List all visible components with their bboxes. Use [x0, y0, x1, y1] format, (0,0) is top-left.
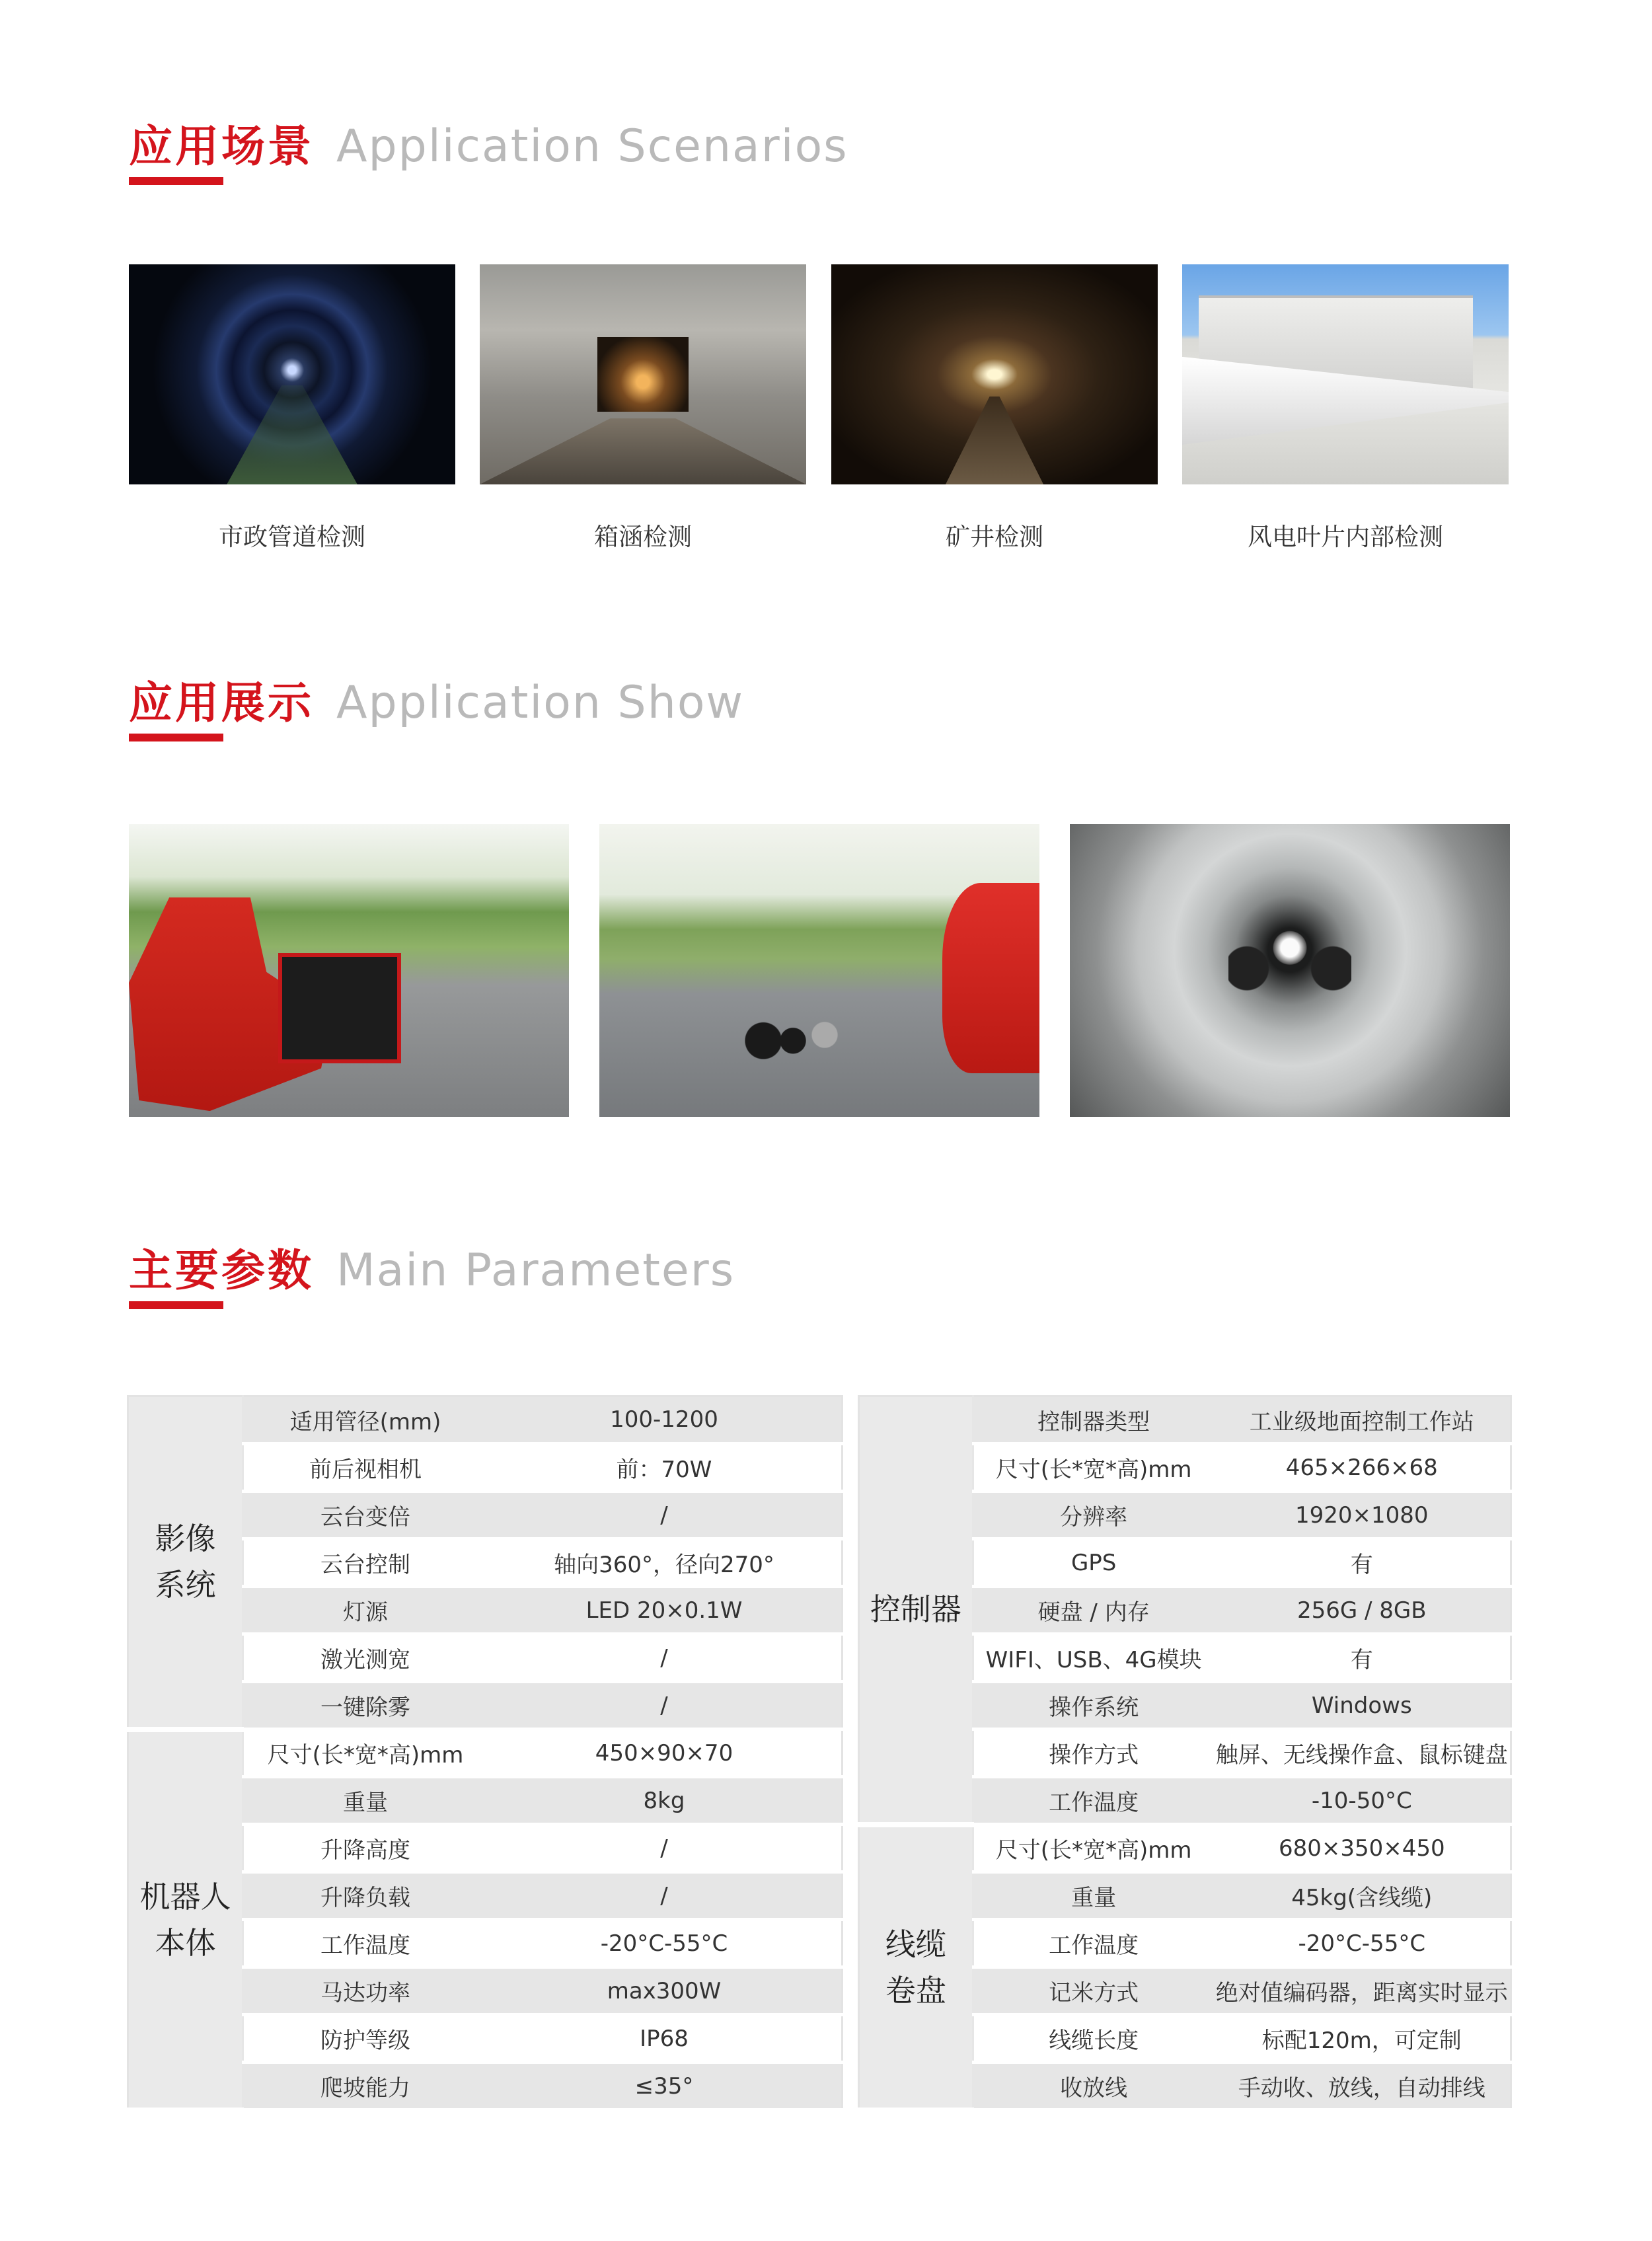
param-name: 记米方式: [973, 1967, 1213, 2015]
param-value: 45kg(含线缆): [1214, 1872, 1511, 1920]
param-name: 适用管径(mm): [243, 1396, 487, 1444]
param-name: 重量: [243, 1777, 487, 1825]
param-value: 100-1200: [487, 1396, 843, 1444]
title-underline: [129, 1301, 223, 1309]
param-value: /: [487, 1825, 843, 1872]
param-name: 工作温度: [973, 1920, 1213, 1967]
param-value: 680×350×450: [1214, 1825, 1511, 1872]
table-row: [128, 1396, 843, 1444]
param-value: 标配120m，可定制: [1214, 2015, 1511, 2063]
section-title-cn: 应用展示: [129, 677, 314, 728]
param-name: 控制器类型: [973, 1396, 1213, 1444]
param-name: 分辨率: [973, 1492, 1213, 1539]
scenario-caption: 矿井检测: [946, 523, 1043, 551]
param-value: 1920×1080: [1214, 1492, 1511, 1539]
param-value: 有: [1214, 1634, 1511, 1682]
group-label-text: 线缆 卷盘: [885, 1926, 946, 2008]
param-value: 触屏、无线操作盒、鼠标键盘: [1214, 1729, 1511, 1777]
param-value: 256G / 8GB: [1214, 1587, 1511, 1634]
param-value: max300W: [487, 1967, 843, 2015]
param-value: 轴向360°，径向270°: [487, 1539, 843, 1587]
param-value: 绝对值编码器，距离实时显示: [1214, 1967, 1511, 2015]
param-value: /: [487, 1872, 843, 1920]
param-name: 激光测宽: [243, 1634, 487, 1682]
param-name: 云台变倍: [243, 1492, 487, 1539]
param-name: 防护等级: [243, 2015, 487, 2063]
show-image-robot-in-pipe: [1070, 824, 1510, 1117]
param-name: 一键除雾: [243, 1682, 487, 1729]
param-name: 升降高度: [243, 1825, 487, 1872]
param-value: 手动收、放线，自动排线: [1214, 2063, 1511, 2110]
param-value: /: [487, 1492, 843, 1539]
param-name: 云台控制: [243, 1539, 487, 1587]
group-label-text: 影像 系统: [155, 1521, 216, 1603]
section-title-params: [129, 1235, 735, 1308]
param-name: 尺寸(长*宽*高)mm: [243, 1729, 487, 1777]
section-title-cn: 主要参数: [129, 1245, 314, 1296]
param-name: 线缆长度: [973, 2015, 1213, 2063]
scenario-caption: 风电叶片内部检测: [1248, 523, 1443, 551]
section-title-scenarios: [129, 111, 848, 184]
param-value: 前：70W: [487, 1444, 843, 1492]
param-name: 工作温度: [973, 1777, 1213, 1825]
param-name: 升降负载: [243, 1872, 487, 1920]
param-name: 马达功率: [243, 1967, 487, 2015]
param-value: IP68: [487, 2015, 843, 2063]
param-name: 操作方式: [973, 1729, 1213, 1777]
group-label-cable-reel: [859, 1825, 973, 2110]
table-row: [859, 1825, 1511, 1872]
section-title-en: Application Scenarios: [336, 120, 848, 172]
param-value: -10-50°C: [1214, 1777, 1511, 1825]
group-label-robot-body: [128, 1729, 243, 2110]
param-value: /: [487, 1682, 843, 1729]
params-table-left: [127, 1395, 843, 2113]
param-name: 爬坡能力: [243, 2063, 487, 2110]
param-value: LED 20×0.1W: [487, 1587, 843, 1634]
params-table-right: [858, 1395, 1512, 2113]
scenario-image-mine: [831, 264, 1158, 484]
title-underline: [129, 177, 223, 185]
section-title-en: Main Parameters: [336, 1244, 735, 1297]
scenario-image-municipal-pipe: [129, 264, 455, 484]
param-value: Windows: [1214, 1682, 1511, 1729]
section-title-show: [129, 667, 744, 740]
table-row: [859, 1396, 1511, 1444]
param-name: 硬盘 / 内存: [973, 1587, 1213, 1634]
scenario-image-box-culvert: [480, 264, 806, 484]
param-value: 465×266×68: [1214, 1444, 1511, 1492]
param-name: GPS: [973, 1539, 1213, 1587]
show-image-operator-field: [129, 824, 569, 1117]
show-image-robot-manhole: [599, 824, 1039, 1117]
group-label-controller: [859, 1396, 973, 1825]
param-name: 尺寸(长*宽*高)mm: [973, 1444, 1213, 1492]
param-name: 前后视相机: [243, 1444, 487, 1492]
section-title-en: Application Show: [336, 677, 745, 729]
group-label-text: 机器人 本体: [139, 1878, 231, 1961]
param-value: -20°C-55°C: [487, 1920, 843, 1967]
param-name: 灯源: [243, 1587, 487, 1634]
param-name: 尺寸(长*宽*高)mm: [973, 1825, 1213, 1872]
param-value: /: [487, 1634, 843, 1682]
param-value: -20°C-55°C: [1214, 1920, 1511, 1967]
param-name: 重量: [973, 1872, 1213, 1920]
param-value: ≤35°: [487, 2063, 843, 2110]
param-value: 有: [1214, 1539, 1511, 1587]
param-value: 工业级地面控制工作站: [1214, 1396, 1511, 1444]
table-row: [128, 1729, 843, 1777]
param-name: WIFI、USB、4G模块: [973, 1634, 1213, 1682]
param-name: 工作温度: [243, 1920, 487, 1967]
param-value: 450×90×70: [487, 1729, 843, 1777]
scenario-caption: 箱涵检测: [594, 523, 692, 551]
group-label-imaging: [128, 1396, 243, 1729]
section-title-cn: 应用场景: [129, 121, 314, 172]
param-name: 收放线: [973, 2063, 1213, 2110]
param-name: 操作系统: [973, 1682, 1213, 1729]
scenario-caption: 市政管道检测: [219, 523, 365, 551]
param-value: 8kg: [487, 1777, 843, 1825]
group-label-text: 控制器: [870, 1591, 961, 1628]
scenario-image-wind-blade: [1182, 264, 1509, 484]
title-underline: [129, 734, 223, 741]
